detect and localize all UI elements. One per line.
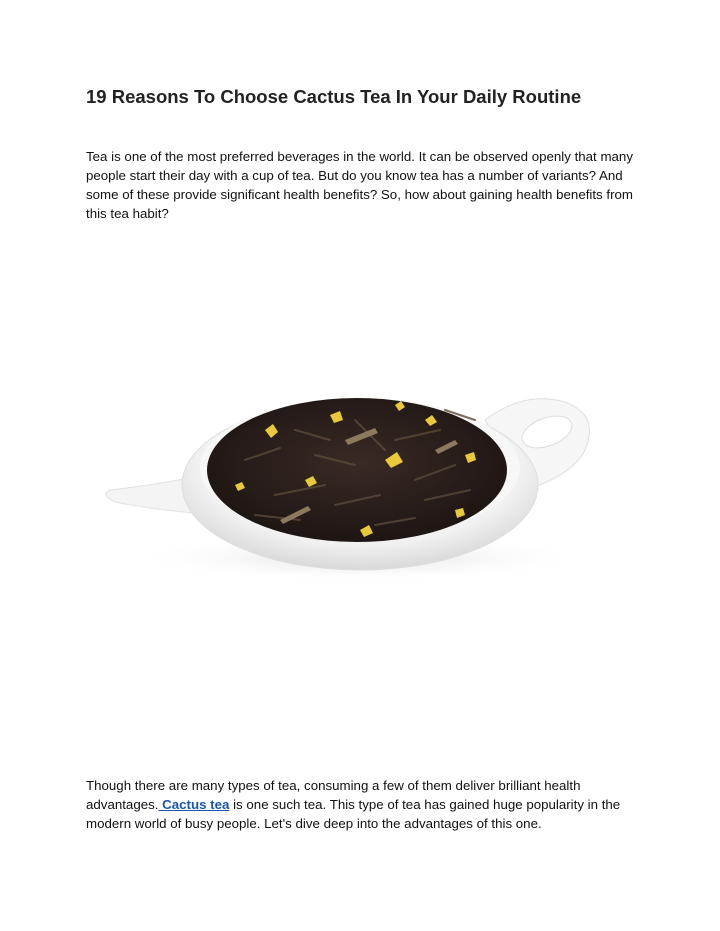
tea-leaves-image: [95, 290, 640, 590]
body-text-after-link: is one such tea. This type of tea has gained huge popularity in the modern world of busy people. Let's dive deep into the advantages of this one.: [86, 797, 621, 831]
cactus-tea-link[interactable]: Cactus tea: [158, 797, 230, 812]
intro-paragraph: Tea is one of the most preferred beverages in the world. It can be observed openly that many people start their day with a cup of tea. But do you know tea has a number of variants? And some of these provide significant health benefits? So, how about gaining health benefits from this tea habit?: [86, 149, 633, 221]
page-title: 19 Reasons To Choose Cactus Tea In Your Daily Routine: [86, 86, 582, 107]
body-paragraph: [86, 776, 646, 833]
body-text-before-link: Though there are many types of tea, consuming a few of them deliver brilliant health advantages.: [86, 778, 581, 812]
